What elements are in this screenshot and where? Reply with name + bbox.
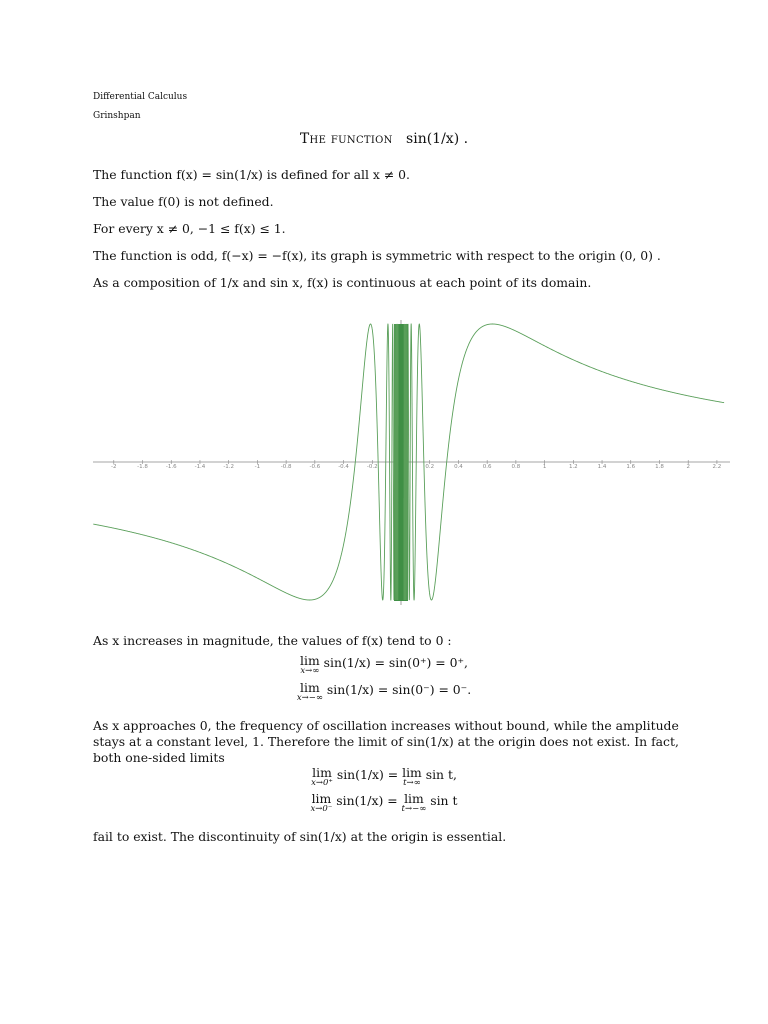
lim-body: sin(1/x) = sin(0⁺) = 0⁺, [319,655,468,670]
lim-operator: lim [312,765,332,780]
equation-limit-minus-infinity [0,682,768,704]
x-tick-label: 0.6 [482,464,492,470]
lim-body: sin t, [421,767,457,782]
lim-operator: lim [311,791,332,806]
x-tick-label: -0.4 [338,464,349,470]
lim-subscript: t→−∞ [401,804,427,814]
lim-operator: lim [300,680,320,695]
lim-operator: lim [402,765,422,780]
equation-limit-zero-minus [0,793,768,815]
para-limit-infinity: As x increases in magnitude, the values of f(x) tend to 0 : [93,633,452,648]
x-tick-label: 0.2 [425,464,435,470]
function-graph [93,320,730,605]
lim-subscript: x→∞ [300,666,320,676]
x-tick-label: -0.8 [280,464,292,470]
x-tick-label: -1.8 [137,464,148,470]
lim-middle: sin(1/x) = [332,767,403,782]
lim-body: sin(1/x) = sin(0⁻) = 0⁻. [322,682,472,697]
x-tick-label: -0.6 [309,464,321,470]
lim-subscript: x→−∞ [296,693,323,703]
equation-limit-zero-plus [0,767,768,789]
para-oscillation: As x approaches 0, the frequency of oscillation increases without bound, while the amplitude stays at a constant level, 1. Therefore the limit of sin(1/x) at the origin does not exist. In fact, both one-sided limits [93,718,679,765]
x-tick-label: -0.2 [366,464,378,470]
lim-body: sin t [426,793,458,808]
x-tick-label: -1.6 [165,464,177,470]
page-title [0,131,768,147]
para-odd: The function is odd, f(−x) = −f(x), its graph is symmetric with respect to the origin (0, 0) . [93,248,661,263]
lim-operator: lim [300,653,320,668]
para-discontinuity: fail to exist. The discontinuity of sin(1/x) at the origin is essential. [93,829,507,844]
para-bounds: For every x ≠ 0, −1 ≤ f(x) ≤ 1. [93,221,286,236]
x-tick-label: 0.4 [454,464,463,470]
lim-middle: sin(1/x) = [332,793,402,808]
lim-subscript: x→0⁺ [311,778,333,788]
lim-subscript: t→∞ [403,778,421,788]
x-tick-label: -1 [254,464,261,470]
para-undefined: The value f(0) is not defined. [93,194,274,209]
lim-operator: lim [404,791,424,806]
lim-subscript: x→0⁻ [310,804,333,814]
para-continuity: As a composition of 1/x and sin x, f(x) is continuous at each point of its domain. [93,275,592,290]
x-tick-label: 2 [686,464,690,470]
x-tick-label: 1.8 [655,464,664,470]
equation-limit-plus-infinity [0,655,768,677]
course-header: Differential Calculus [93,92,188,102]
x-tick-label: -2 [111,464,117,470]
title-expr: sin(1/x) . [406,131,469,147]
x-tick-label: -1.4 [194,464,206,470]
title-text: The function [299,131,393,147]
x-tick-label: 1.4 [597,464,607,470]
x-tick-label: 1.6 [626,464,636,470]
x-tick-label: 0.8 [511,464,521,470]
x-tick-label: 2.2 [712,464,722,470]
x-tick-label: -1.2 [223,464,235,470]
x-tick-label: 1 [542,464,547,470]
x-tick-label: 1.2 [568,464,578,470]
para-domain: The function f(x) = sin(1/x) is defined for all x ≠ 0. [93,167,410,182]
author-header: Grinshpan [93,111,141,121]
